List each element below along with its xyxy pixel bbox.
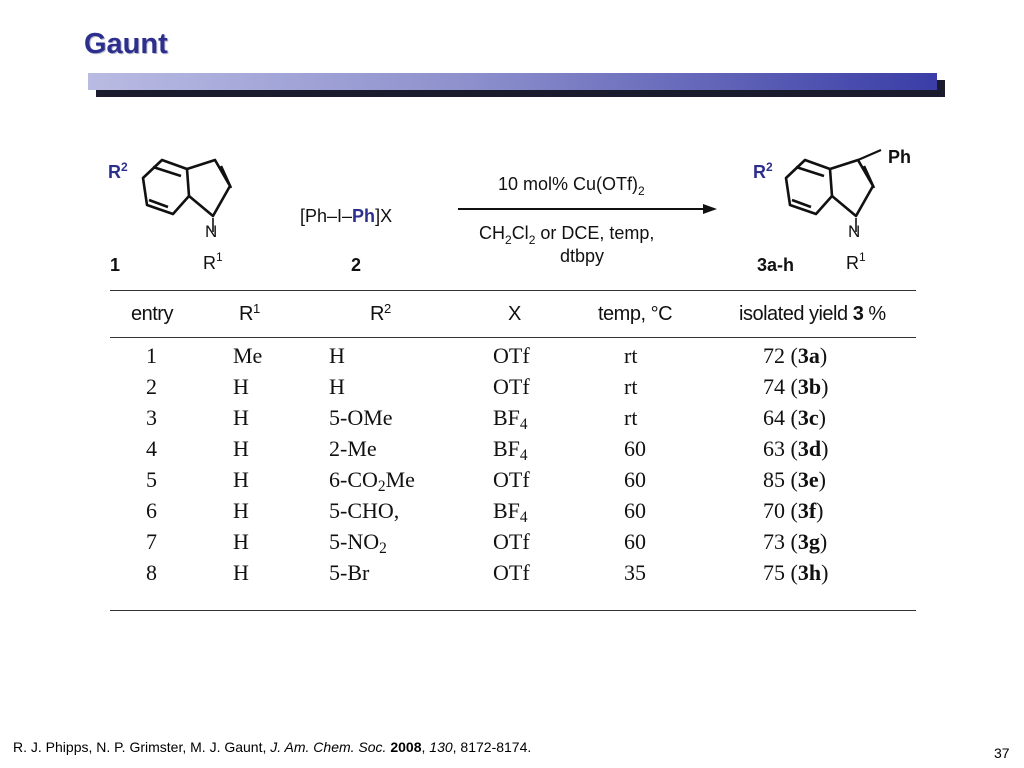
table-row	[0, 343, 1024, 374]
cell-x	[493, 374, 530, 400]
cell-r2-sub: 2	[379, 539, 387, 557]
header-yield-prefix: isolated yield	[739, 303, 853, 325]
reactant-compound-number: 1	[110, 255, 121, 275]
solvent-sub1: 2	[505, 233, 512, 247]
cell-temp: rt	[624, 405, 638, 430]
product-pyrrole-ring	[830, 160, 873, 216]
cell-x-main: BF	[493, 405, 520, 430]
cell-yield: 74 (3b)	[763, 374, 829, 399]
cell-temp: rt	[624, 343, 638, 368]
header-yield	[739, 303, 886, 326]
cell-yield-compound: 3g	[797, 529, 820, 554]
conditions-catalyst-text: 10 mol% Cu(OTf)	[498, 174, 639, 194]
cell-r2	[329, 374, 345, 400]
cell-x	[493, 498, 528, 524]
cell-x-main: BF	[493, 436, 520, 461]
solvent-ch: CH	[479, 223, 505, 243]
conditions-catalyst	[498, 174, 645, 198]
cell-yield-value: 64	[763, 405, 785, 430]
cell-r2	[329, 436, 377, 462]
cell-x-sub: 4	[519, 415, 528, 433]
cell-entry: 3	[146, 405, 157, 430]
cell-entry: 5	[146, 467, 157, 492]
cell-temp: 60	[624, 436, 646, 461]
header-x: X	[508, 303, 521, 325]
cell-temp: 35	[624, 560, 646, 585]
cell-yield: 75 (3h)	[763, 560, 829, 585]
cell-yield-compound: 3f	[797, 498, 817, 523]
cell-r2-main: H	[329, 374, 345, 399]
citation-volume: 130	[429, 739, 453, 755]
cell-r2	[329, 529, 387, 555]
reagent-phenyl: Ph	[352, 206, 376, 226]
cell-x	[493, 529, 530, 555]
cell-yield: 73 (3g)	[763, 529, 828, 554]
solvent-sub2: 2	[528, 233, 536, 247]
cell-yield: 85 (3e)	[763, 467, 826, 492]
cell-entry: 1	[146, 343, 157, 368]
cell-yield-compound: 3c	[797, 405, 819, 430]
cell-yield-value: 74	[763, 374, 785, 399]
header-r2-index: 2	[383, 300, 391, 316]
cell-r2-main: 6-CO	[329, 467, 378, 492]
cell-entry: 8	[146, 560, 157, 585]
cell-r2	[329, 560, 369, 586]
cell-entry: 7	[146, 529, 157, 554]
cell-r2	[329, 498, 399, 524]
cell-r2-main: 5-Br	[329, 560, 370, 585]
table-bottom-rule	[110, 610, 916, 611]
product-r2-base: R	[753, 162, 766, 182]
header-r2-base: R	[370, 303, 384, 325]
cell-r2-tail: Me	[385, 467, 415, 492]
cell-x	[493, 467, 530, 493]
cell-r2	[329, 467, 415, 493]
cell-x-main: OTf	[493, 374, 530, 399]
header-r2	[370, 300, 391, 326]
cell-x-main: OTf	[493, 343, 530, 368]
cell-r2	[329, 343, 345, 369]
reactant-double-bond-3	[221, 166, 231, 188]
cell-yield-value: 75	[763, 560, 785, 585]
cell-temp: 60	[624, 529, 646, 554]
citation	[13, 739, 531, 755]
cell-x-sub: 4	[519, 508, 528, 526]
reaction-scheme	[105, 138, 930, 283]
citation-year: 2008	[390, 739, 422, 755]
cell-yield: 70 (3f)	[763, 498, 824, 523]
header-r1-base: R	[239, 303, 253, 325]
product-phenyl-bond	[858, 150, 881, 160]
reactant-r2-base: R	[108, 162, 121, 182]
reagent-compound-number: 2	[351, 255, 362, 275]
reactant-n-label: N	[205, 222, 218, 241]
page-number: 37	[994, 745, 1010, 761]
header-r1	[239, 300, 260, 326]
product-r1-base: R	[846, 253, 859, 273]
product-indole-structure	[786, 150, 881, 232]
cell-r1: H	[233, 405, 249, 430]
product-r2-index: 2	[766, 160, 773, 174]
cell-x-main: BF	[493, 498, 520, 523]
cell-r2-main: H	[329, 343, 345, 368]
cell-x-main: OTf	[493, 529, 530, 554]
table-row	[0, 467, 1024, 498]
reactant-r2-index: 2	[121, 160, 128, 174]
product-double-bond-3	[864, 166, 874, 188]
solvent-cl: Cl	[511, 223, 529, 243]
cell-yield-value: 73	[763, 529, 785, 554]
header-r1-index: 1	[252, 300, 260, 316]
cell-yield: 72 (3a)	[763, 343, 828, 368]
reaction-arrow-head	[703, 204, 717, 214]
cell-yield-value: 72	[763, 343, 785, 368]
reagent-prefix: [Ph–I–	[300, 206, 353, 226]
cell-entry: 4	[146, 436, 157, 461]
cell-x-main: OTf	[493, 560, 530, 585]
table-row	[0, 436, 1024, 467]
product-phenyl-label: Ph	[888, 147, 912, 167]
citation-journal: J. Am. Chem. Soc.	[270, 739, 387, 755]
table-row	[0, 498, 1024, 529]
cell-r2-sub: 2	[377, 477, 386, 495]
product-n-label: N	[848, 222, 861, 241]
cell-x	[493, 436, 528, 462]
cell-yield-compound: 3b	[797, 374, 822, 399]
citation-sep2: ,	[421, 739, 430, 755]
slide-title: Gaunt	[84, 28, 168, 60]
solvent-rest: or DCE, temp,	[535, 223, 655, 243]
cell-r2-main: 5-CHO,	[329, 498, 400, 523]
cell-x-sub: 4	[519, 446, 528, 464]
cell-yield-compound: 3d	[797, 436, 822, 461]
reactant-pyrrole-ring	[187, 160, 230, 216]
cell-yield: 63 (3d)	[763, 436, 829, 461]
table-row	[0, 560, 1024, 591]
cell-x-main: OTf	[493, 467, 530, 492]
reactant-indole-structure	[143, 160, 231, 232]
product-compound-label: 3a-h	[757, 255, 795, 275]
header-temp: temp, °C	[598, 303, 673, 325]
cell-r2-main: 5-NO	[329, 529, 380, 554]
reactant-r1-base: R	[203, 253, 216, 273]
cell-x	[493, 343, 530, 369]
table-header-rule	[110, 337, 916, 338]
cell-x	[493, 405, 528, 431]
header-yield-suffix: %	[863, 303, 886, 325]
reactant-r2-label	[108, 160, 128, 182]
cell-yield-compound: 3a	[797, 343, 820, 368]
reactant-double-bond-1	[153, 167, 181, 176]
product-r2-label	[753, 160, 773, 182]
table-row	[0, 529, 1024, 560]
reagent-suffix: ]X	[375, 206, 393, 226]
title-bar	[88, 73, 937, 90]
conditions-solvent	[479, 223, 654, 247]
table-row	[0, 374, 1024, 405]
citation-pages: , 8172-8174.	[452, 739, 532, 755]
cell-r1: H	[233, 374, 249, 399]
product-r1-label	[846, 250, 866, 273]
cell-r1: Me	[233, 343, 263, 368]
product-r1-index: 1	[859, 250, 866, 264]
cell-r1: H	[233, 560, 249, 585]
cell-yield-compound: 3e	[797, 467, 819, 492]
cell-r2	[329, 405, 393, 431]
table-top-rule	[110, 290, 916, 291]
header-yield-compound: 3	[852, 303, 864, 325]
conditions-ligand: dtbpy	[560, 246, 605, 266]
cell-r1: H	[233, 467, 249, 492]
cell-yield-compound: 3h	[797, 560, 822, 585]
cell-temp: rt	[624, 374, 638, 399]
reactant-r1-label	[203, 250, 223, 273]
cell-temp: 60	[624, 498, 646, 523]
cell-yield-value: 63	[763, 436, 785, 461]
cell-r1: H	[233, 529, 249, 554]
cell-r2-main: 5-OMe	[329, 405, 393, 430]
cell-x	[493, 560, 530, 586]
citation-authors: R. J. Phipps, N. P. Grimster, M. J. Gaunt,	[13, 739, 271, 755]
reactant-r1-index: 1	[216, 250, 223, 264]
product-double-bond-1	[796, 167, 824, 176]
cell-entry: 6	[146, 498, 157, 523]
table-row	[0, 405, 1024, 436]
header-entry: entry	[131, 303, 173, 325]
cell-yield: 64 (3c)	[763, 405, 826, 430]
cell-yield-value: 85	[763, 467, 785, 492]
reagent-formula	[300, 206, 392, 226]
cell-r1: H	[233, 498, 249, 523]
conditions-catalyst-sub: 2	[638, 184, 645, 198]
cell-yield-value: 70	[763, 498, 785, 523]
cell-entry: 2	[146, 374, 157, 399]
cell-r2-main: 2-Me	[329, 436, 377, 461]
cell-r1: H	[233, 436, 249, 461]
cell-temp: 60	[624, 467, 646, 492]
